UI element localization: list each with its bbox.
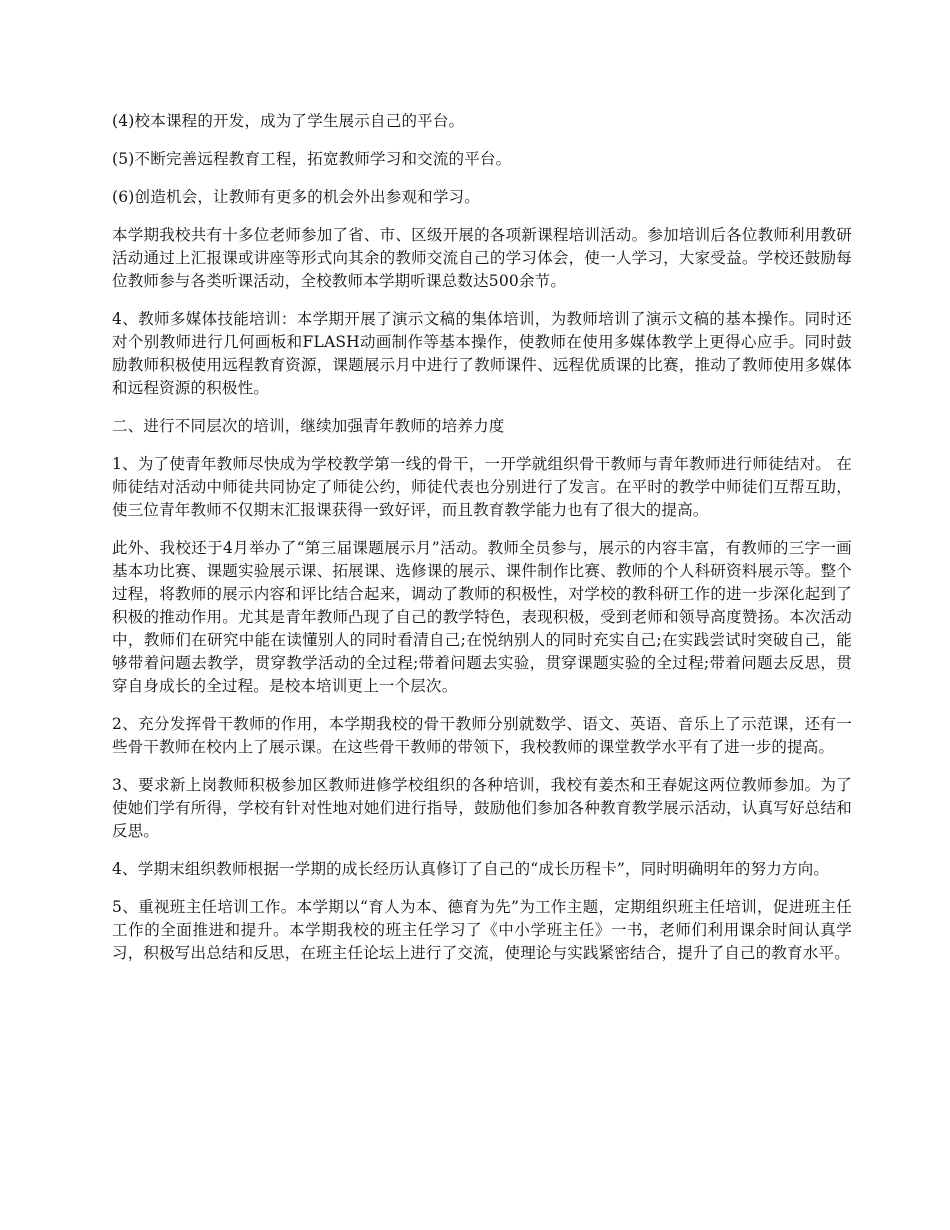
paragraph-new-teachers: 3、要求新上岗教师积极参加区教师进修学校组织的各种培训，我校有姜杰和王春妮这两位教师参加。为了使她们学有所得，学校有针对性地对她们进行指导，鼓励他们参加各种教育教学展示活动，认真写好总结和反思。 [112,776,852,840]
paragraph-key-teachers: 2、充分发挥骨干教师的作用，本学期我校的骨干教师分别就数学、语文、英语、音乐上了示范课，还有一些骨干教师在校内上了展示课。在这些骨干教师的带领下，我校教师的课堂教学水平有了进一步的提高。 [112,715,852,756]
paragraph-growth-card: 4、学期末组织教师根据一学期的成长经历认真修订了自己的“成长历程卡”，同时明确明年的努力方向。 [112,860,830,878]
paragraph-showcase-month: 此外、我校还于4月举办了“第三届课题展示月”活动。教师全员参与，展示的内容丰富，有教师的三字一画基本功比赛、课题实验展示课、拓展课、选修课的展示、课件制作比赛、教师的个人科研资料展示等。整个过程，将教师的展示内容和评比结合起来，调动了教师的积极性，对学校的教科研工作的进一步深化起到了积极的推动作用。尤其是青年教师凸现了自己的教学特色，表现积极，受到老师和领导高度赞扬。本次活动中，教师们在研究中能在读懂别人的同时看清自己;在悦纳别人的同时充实自己;在实践尝试时突破自己，能够带着问题去教学，贯穿教学活动的全过程;带着问题去实验，贯穿课题实验的全过程;带着问题去反思，贯穿自身成长的全过程。是校本培训更上一个层次。 [112,539,852,695]
document-body [112,110,852,980]
paragraph-class-teacher-training: 5、重视班主任培训工作。本学期以“育人为本、德育为先”为工作主题，定期组织班主任培训，促进班主任工作的全面推进和提升。本学期我校的班主任学习了《中小学班主任》一书，老师们利用课余时间认真学习，积极写出总结和反思，在班主任论坛上进行了交流，使理论与实践紧密结合，提升了自己的教育水平。 [112,898,852,962]
paragraph-opportunities: (6)创造机会，让教师有更多的机会外出参观和学习。 [112,188,480,206]
section-heading-levels: 二、进行不同层次的培训，继续加强青年教师的培养力度 [112,417,505,435]
paragraph-multimedia-training: 4、教师多媒体技能培训：本学期开展了演示文稿的集体培训，为教师培训了演示文稿的基本操作。同时还对个别教师进行几何画板和FLASH动画制作等基本操作，使教师在使用多媒体教学上更得心应手。同时鼓励教师积极使用远程教育资源，课题展示月中进行了教师课件、远程优质课的比赛，推动了教师使用多媒体和远程资源的积极性。 [112,310,852,397]
paragraph-training-activities: 本学期我校共有十多位老师参加了省、市、区级开展的各项新课程培训活动。参加培训后各位教师利用教研活动通过上汇报课或讲座等形式向其余的教师交流自己的学习体会，使一人学习，大家受益。学校还鼓励每位教师参与各类听课活动，全校教师本学期听课总数达500余节。 [112,226,852,290]
paragraph-remote-education: (5)不断完善远程教育工程，拓宽教师学习和交流的平台。 [112,150,512,168]
paragraph-course-development: (4)校本课程的开发，成为了学生展示自己的平台。 [112,112,465,130]
paragraph-mentoring: 1、为了使青年教师尽快成为学校教学第一线的骨干，一开学就组织骨干教师与青年教师进行师徒结对。 在师徒结对活动中师徒共同协定了师徒公约，师徒代表也分别进行了发言。在平时的教学中师徒们互帮互助，使三位青年教师不仅期末汇报课获得一致好评，而且教育教学能力也有了很大的提高。 [112,455,852,519]
